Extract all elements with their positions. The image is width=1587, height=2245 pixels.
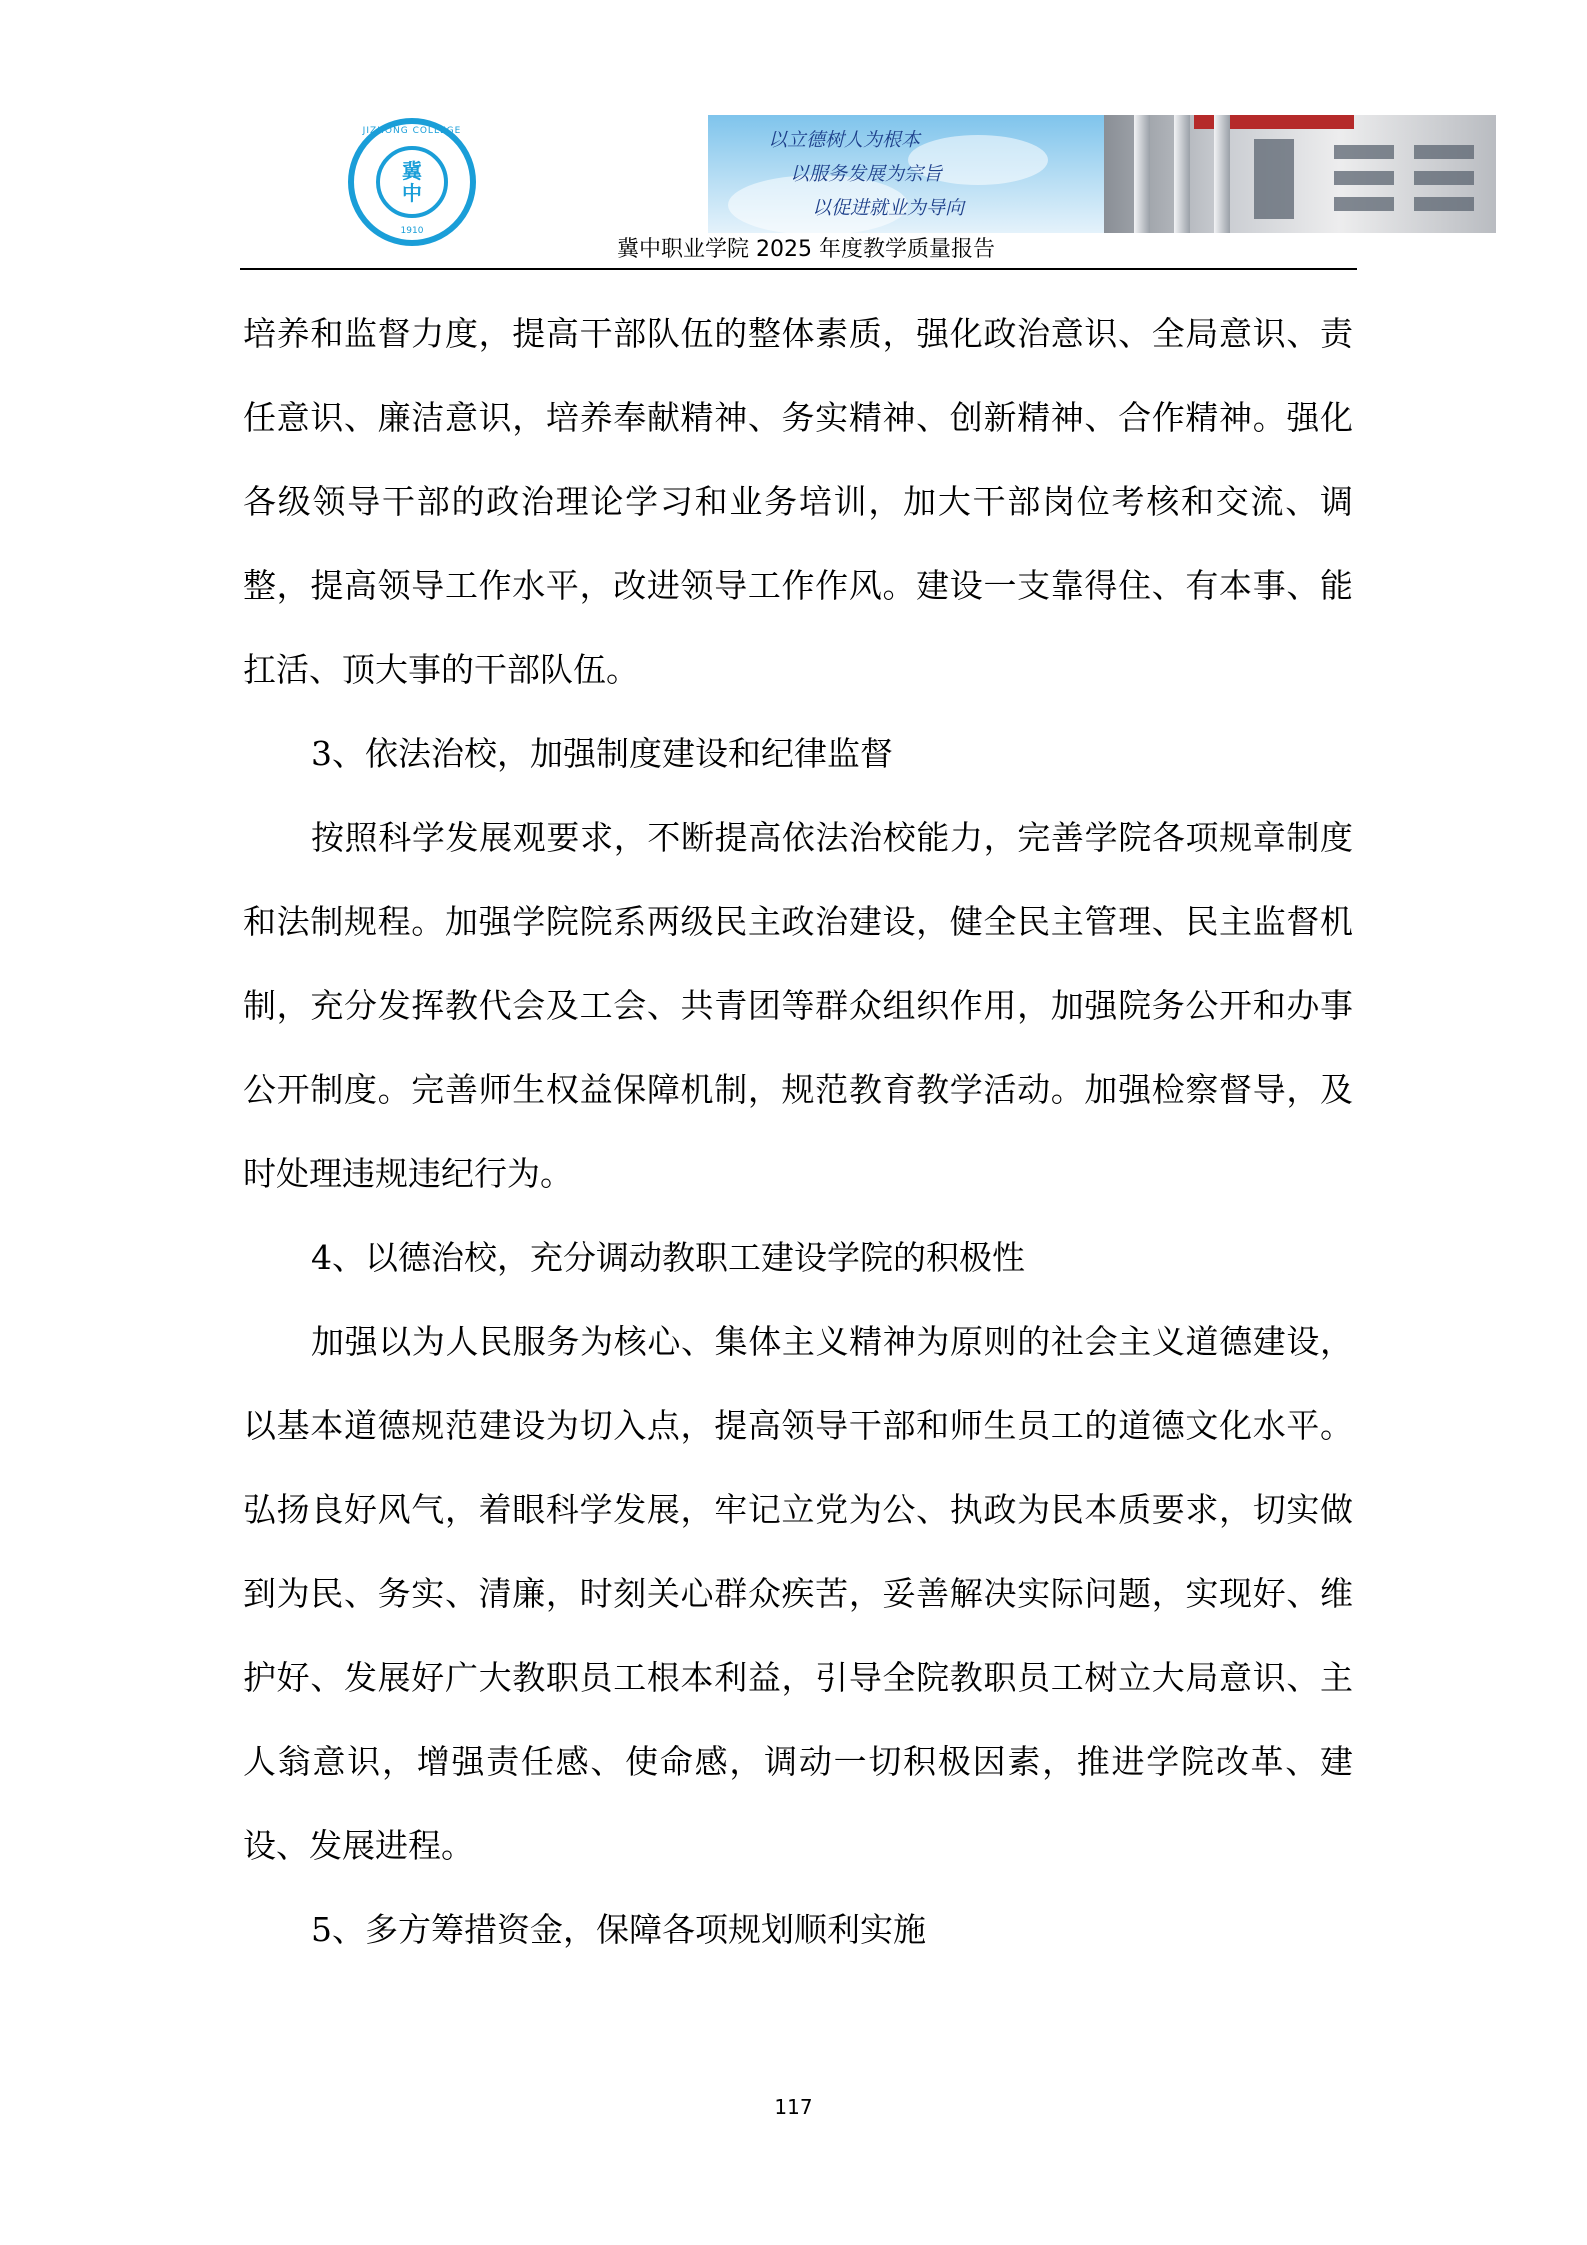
slogan-line: 以立德树人为根本 <box>768 129 921 151</box>
campus-building-image <box>1104 115 1496 233</box>
paragraph: 加强以为人民服务为核心、集体主义精神为原则的社会主义道德建设，以基本道德规范建设为切入点，提高领导干部和师生员工的道德文化水平。弘扬良好风气，着眼科学发展，牢记立党为公、执政为民本质要求，切实做到为民、务实、清廉，时刻关心群众疾苦，妥善解决实际问题，实现好、维护好、发展好广大教职员工根本利益，引导全院教职员工树立大局意识、主人翁意识，增强责任感、使命感，调动一切积极因素，推进学院改革、建设、发展进程。 <box>243 1322 1353 1865</box>
logo-ring-text: JIZHONG COLLEGE <box>362 126 462 136</box>
building-window <box>1334 145 1394 159</box>
building-window <box>1414 145 1474 159</box>
logo-char-2: 中 <box>402 181 422 205</box>
paragraph: 按照科学发展观要求，不断提高依法治校能力，完善学院各项规章制度和法制规程。加强学院院系两级民主政治建设，健全民主管理、民主监督机制，充分发挥教代会及工会、共青团等群众组织作用，加强院务公开和办事公开制度。完善师生权益保障机制，规范教育教学活动。加强检察督导，及时处理违规违纪行为。 <box>243 818 1353 1193</box>
building-window <box>1334 197 1394 211</box>
banner-slogans <box>768 123 1108 225</box>
building-window <box>1414 197 1474 211</box>
college-logo <box>348 118 476 246</box>
report-title: 冀中职业学院 2025 年度教学质量报告 <box>617 237 995 262</box>
building-window <box>1334 171 1394 185</box>
building-column <box>1214 115 1230 233</box>
building-column <box>1174 115 1190 233</box>
document-body <box>243 292 1353 1972</box>
section-heading: 4、以德治校，充分调动教职工建设学院的积极性 <box>311 1238 1025 1277</box>
section-heading: 5、多方筹措资金，保障各项规划顺利实施 <box>311 1910 926 1949</box>
header-banner <box>708 115 1496 233</box>
page-number: 117 <box>774 2095 813 2119</box>
paragraph-continuation: 培养和监督力度，提高干部队伍的整体素质，强化政治意识、全局意识、责任意识、廉洁意识，培养奉献精神、务实精神、创新精神、合作精神。强化各级领导干部的政治理论学习和业务培训，加大干部岗位考核和交流、调整，提高领导工作水平，改进领导工作作风。建设一支靠得住、有本事、能扛活、顶大事的干部队伍。 <box>243 314 1353 689</box>
building-window <box>1254 139 1294 219</box>
logo-year: 1910 <box>400 226 424 236</box>
building-window <box>1414 171 1474 185</box>
section-heading: 3、依法治校，加强制度建设和纪律监督 <box>311 734 893 773</box>
page-header <box>240 0 1372 272</box>
building-column <box>1134 115 1150 233</box>
header-divider <box>240 268 1357 270</box>
slogan-line: 以促进就业为导向 <box>812 197 965 219</box>
slogan-line: 以服务发展为宗旨 <box>790 163 943 185</box>
logo-char-1: 冀 <box>402 159 422 183</box>
logo-center <box>376 146 448 218</box>
